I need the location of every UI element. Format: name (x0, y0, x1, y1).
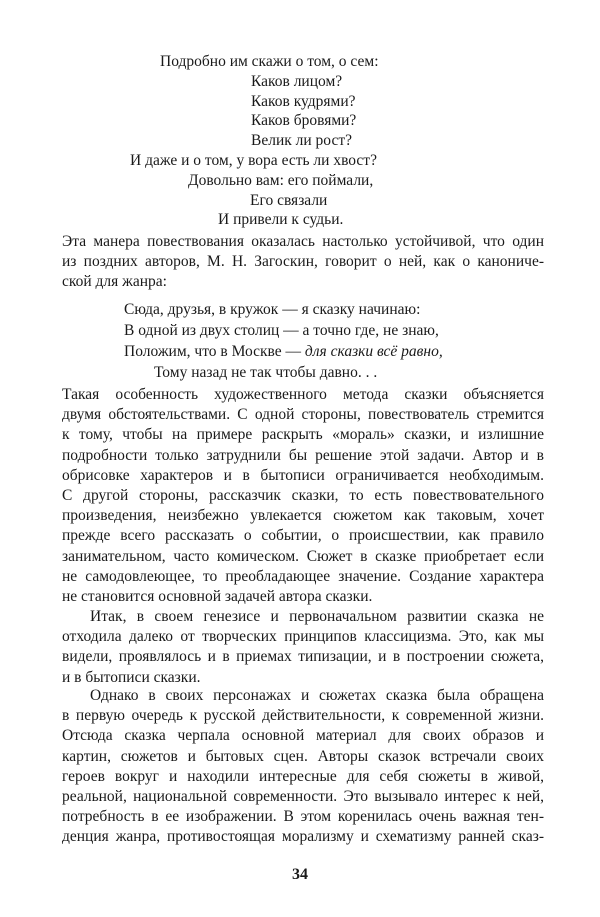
para2-line-7: произведения, неизбежно увлекается сюжетом как таковым, хочет (62, 507, 544, 525)
para3-line-4: и в бытописи сказки. (62, 668, 201, 686)
poem1-line-6: И даже и о том, у вора есть ли хвост? (130, 152, 377, 169)
para1-line-2: из поздних авторов, М. Н. Загоскин, говорит о ней, как о канониче- (62, 253, 544, 271)
poem1-line-9: И привели к судьи. (218, 211, 344, 229)
poem1-line-7: Довольно вам: его поймали, (188, 171, 374, 189)
poem2-line-2: В одной из двух столиц — а точно где, не знаю, (124, 322, 439, 339)
para2-line-3: к тому, чтобы на примере раскрыть «мораль» сказки, и излишние (62, 426, 544, 444)
para2-line-6: С другой стороны, рассказчик сказки, то есть повествовательного (62, 487, 544, 504)
para2-line-1: Такая особенность художественного метода сказки объясняется (62, 386, 544, 403)
para4-line-1: Однако в своих персонажах и сюжетах сказка была обращена (90, 687, 544, 704)
para4-line-5: героев вокруг и находили интересные для себя сюжеты в живой, (62, 767, 544, 785)
para2-line-4: подробности только затруднили бы решение этой задачи. Автор и в (62, 446, 544, 464)
para2-line-5: обрисовке характеров и в бытописи ограничивается необходимым. (62, 466, 544, 484)
page-number: 34 (292, 866, 308, 883)
para4-line-3: Отсюда сказка черпала основной материал для своих образов и (62, 727, 544, 745)
para2-line-11: не становится основной задачей автора сказки. (62, 588, 373, 605)
poem2-line-3-normal: Положим, что в Москве — (124, 343, 305, 360)
para3-line-2: отходила далеко от творческих принципов классицизма. Это, как мы (62, 628, 544, 646)
para2-line-2: двумя обстоятельствами. С одной стороны, повествователь стремится (62, 406, 544, 424)
para4-line-7: потребность в ее изображении. В этом коренилась очень важная тен- (62, 808, 544, 826)
poem2-line-3 (124, 342, 443, 361)
para1-line-1: Эта манера повествования оказалась настолько устойчивой, что один (62, 233, 544, 250)
para4-line-6: реальной, национальной современности. Это вызывало интерес к ней, (62, 788, 544, 805)
poem2-line-1: Сюда, друзья, в кружок — я сказку начинаю: (124, 301, 421, 318)
poem2-line-3-italic: для сказки всё равно, (304, 343, 443, 360)
para3-line-1: Итак, в своем генезисе и первоначальном развитии сказка не (90, 608, 544, 625)
para4-line-2: в первую очередь к русской действительности, к современной жизни. (62, 707, 544, 725)
poem1-line-5: Велик ли рост? (251, 132, 352, 150)
poem1-line-3: Каков кудрями? (251, 92, 356, 110)
para1-line-3: ской для жанра: (62, 273, 167, 291)
poem1-line-1: Подробно им скажи о том, о сем: (160, 53, 379, 70)
poem2-line-4: Тому назад не так чтобы давно. . . (154, 364, 378, 381)
poem1-line-2: Каков лицом? (251, 72, 343, 90)
para3-line-3: видели, проявлялось и в приемах типизации, и в построении сюжета, (62, 648, 544, 666)
poem1-line-8: Его связали (250, 191, 328, 209)
para2-line-10: не самодовлеющее, то преобладающее значение. Создание характера (62, 567, 544, 585)
para2-line-8: прежде всего рассказать о событии, о происшествии, как правило (62, 527, 544, 545)
para2-line-9: занимательном, часто комическом. Сюжет в сказке приобретает если (62, 547, 544, 565)
para4-line-4: картин, сюжетов и бытовых сцен. Авторы сказок встречали своих (62, 747, 544, 765)
poem1-line-4: Каков бровями? (251, 112, 357, 130)
para4-line-8: денция жанра, противостоящая морализму и схематизму ранней сказ- (62, 828, 544, 846)
